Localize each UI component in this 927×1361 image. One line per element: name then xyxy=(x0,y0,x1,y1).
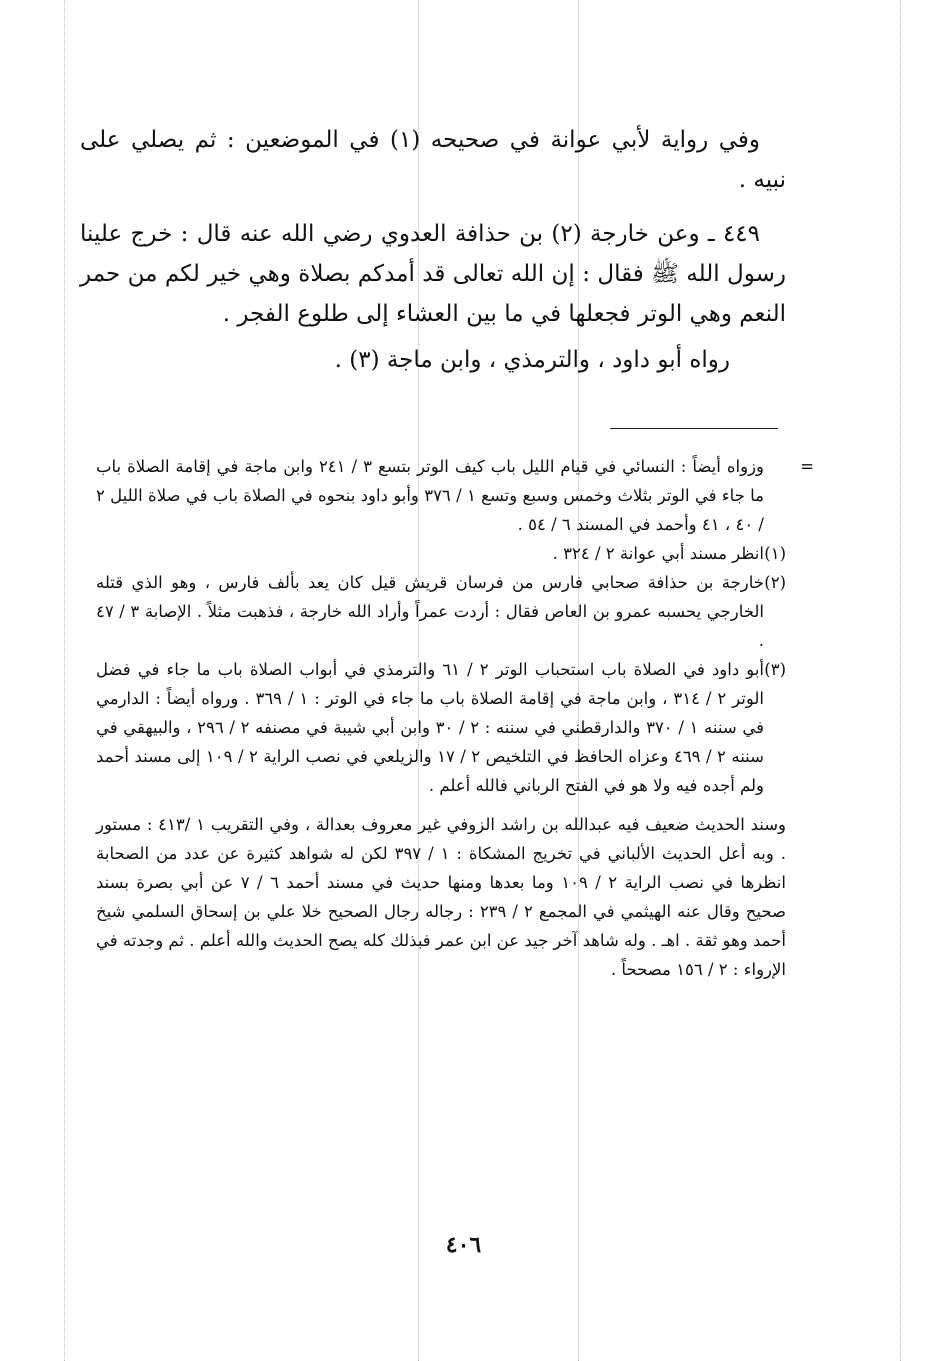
footnote-1 xyxy=(96,539,786,568)
footnote-continued-text: وزواه أيضاً : النسائي في قيام الليل باب كيف الوتر بتسع ٣ / ٢٤١ وابن ماجة في إقامة الصلاة باب ما جاء في الوتر بثلاث وخمس وسبع وتسع ١ / ٣٧٦ وأبو داود بنحوه في الصلاة باب في صلاة الليل ٢ / ٤٠ ، ٤١ وأحمد في المسند ٦ / ٥٤ . xyxy=(96,457,764,534)
footnote-2 xyxy=(96,568,786,655)
paragraph-abu-awana: وفي رواية لأبي عوانة في صحيحه (١) في الموضعين : ثم يصلي على نبيه . xyxy=(80,127,786,193)
footnote-2-number: (٢) xyxy=(764,573,786,592)
footnote-3-continuation xyxy=(96,810,786,984)
main-text-block xyxy=(80,120,786,380)
footnote-separator xyxy=(610,428,778,429)
footnote-3-number: (٣) xyxy=(764,660,786,679)
footnote-1-text: انظر مسند أبي عوانة ٢ / ٣٢٤ . xyxy=(552,544,764,563)
footnote-3-extra-text: وسند الحديث ضعيف فيه عبدالله بن راشد الزوفي غير معروف بعدالة ، وفي التقريب ١ /٤١٣ : مستور . وبه أعل الحديث الألباني في تخريج المشكاة : ١ / ٣٩٧ لكن له شواهد كثيرة عن عدد من الصحابة انظرها في نصب الراية ٢ / ١٠٩ وما بعدها ومنها حديث في مسند أحمد ٦ / ٧ عن أبي بصرة بسند صحيح وقال عنه الهيثمي في المجمع ٢ / ٢٣٩ : رجاله رجال الصحيح خلا علي بن إسحاق السلمي شيخ أحمد وهو ثقة . اهـ . وله شاهد آخر جيد عن ابن عمر فبذلك كله يصح الحديث والله أعلم . ثم وجدته في الإرواء : ٢ / ١٥٦ مصححاً . xyxy=(96,815,786,979)
paragraph-hadith-449: ٤٤٩ ـ وعن خارجة (٢) بن حذافة العدوي رضي الله عنه قال : خرج علينا رسول الله ﷺ فقال : إن الله تعالى قد أمدكم بصلاة وهي خير لكم من حمر النعم وهي الوتر فجعلها في ما بين العشاء إلى طلوع الفجر . xyxy=(80,221,786,327)
paragraph-narration: رواه أبو داود ، والترمذي ، وابن ماجة (٣) . xyxy=(334,347,730,373)
footnote-3 xyxy=(96,655,786,800)
scan-artifact-line xyxy=(900,0,901,1361)
footnote-1-number: (١) xyxy=(764,544,786,563)
page-number: ٤٠٦ xyxy=(445,1232,482,1258)
footnote-continued xyxy=(96,452,814,539)
scan-artifact-line xyxy=(64,0,65,1361)
continuation-mark: = xyxy=(800,457,814,476)
footnotes-block xyxy=(96,452,814,984)
footnote-2-text: خارجة بن حذافة صحابي فارس من فرسان قريش قيل كان يعد بألف فارس ، وهو الذي قتله الخارجي يحسبه عمرو بن العاص فقال : أردت عمراً وأراد الله خارجة ، فذهبت مثلاً . الإصابة ٣ / ٤٧ . xyxy=(96,573,764,650)
footnote-3-text: أبو داود في الصلاة باب استحباب الوتر ٢ / ٦١ والترمذي في أبواب الصلاة باب ما جاء في فضل الوتر ٢ / ٣١٤ ، وابن ماجة في إقامة الصلاة باب ما جاء في الوتر : ١ / ٣٦٩ . ورواه أيضاً : الدارمي في سننه ١ / ٣٧٠ والدارقطني في سننه : ٢ / ٣٠ وابن أبي شيبة في مصنفه ٢ / ٢٩٦ ، والبيهقي في سننه ٢ / ٤٦٩ وعزاه الحافظ في التلخيص ٢ / ١٧ والزيلعي في نصب الراية ٢ / ١٠٩ إلى مسند أحمد ولم أجده فيه ولا هو في الفتح الرباني فالله أعلم . xyxy=(96,660,764,795)
